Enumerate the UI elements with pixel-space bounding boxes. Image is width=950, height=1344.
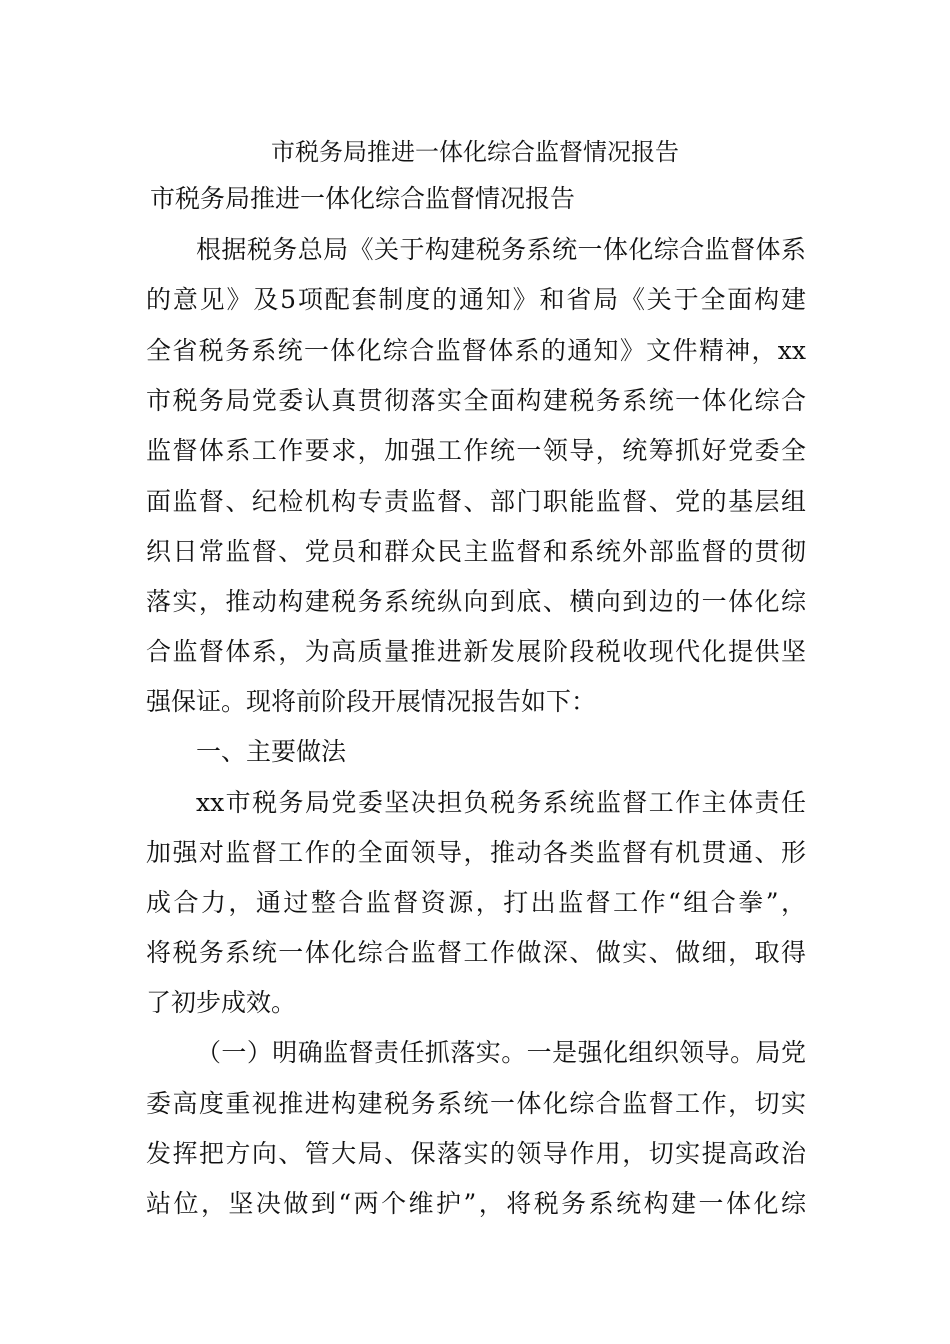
paragraph-line: 监督体系工作要求，加强工作统一领导，统筹抓好党委全 — [146, 436, 806, 465]
paragraph-line: 全省税务系统一体化综合监督体系的通知》文件精神，xx — [146, 336, 806, 365]
paragraph-line: 站位，坚决做到“两个维护”，将税务系统构建一体化综 — [146, 1189, 806, 1218]
paragraph-line: 成合力，通过整合监督资源，打出监督工作“组合拳”， — [146, 888, 806, 917]
paragraph-line: 根据税务总局《关于构建税务系统一体化综合监督体系 — [196, 235, 806, 264]
paragraph-line: 将税务系统一体化综合监督工作做深、做实、做细，取得 — [146, 938, 806, 967]
paragraph-line: 发挥把方向、管大局、保落实的领导作用，切实提高政治 — [146, 1139, 806, 1168]
document-title: 市税务局推进一体化综合监督情况报告 — [271, 138, 679, 166]
section-heading: 一、主要做法 — [196, 737, 347, 766]
paragraph-line: 落实，推动构建税务系统纵向到底、横向到边的一体化综 — [146, 587, 806, 616]
paragraph-line: 了初步成效。 — [146, 988, 297, 1017]
paragraph-line: xx市税务局党委坚决担负税务系统监督工作主体责任 — [196, 788, 806, 817]
paragraph-line: 委高度重视推进构建税务系统一体化综合监督工作，切实 — [146, 1089, 806, 1118]
paragraph-line: 织日常监督、党员和群众民主监督和系统外部监督的贯彻 — [146, 537, 806, 566]
paragraph-line: 加强对监督工作的全面领导，推动各类监督有机贯通、形 — [146, 838, 806, 867]
paragraph-line: 市税务局党委认真贯彻落实全面构建税务系统一体化综合 — [146, 386, 806, 415]
subtitle-line: 市税务局推进一体化综合监督情况报告 — [150, 184, 576, 213]
paragraph-line: 合监督体系，为高质量推进新发展阶段税收现代化提供坚 — [146, 637, 806, 666]
paragraph-line: 的意见》及5项配套制度的通知》和省局《关于全面构建 — [146, 285, 806, 314]
paragraph-line: 强保证。现将前阶段开展情况报告如下： — [146, 687, 597, 716]
paragraph-line: （一）明确监督责任抓落实。一是强化组织领导。局党 — [196, 1038, 806, 1067]
paragraph-line: 面监督、纪检机构专责监督、部门职能监督、党的基层组 — [146, 487, 806, 516]
